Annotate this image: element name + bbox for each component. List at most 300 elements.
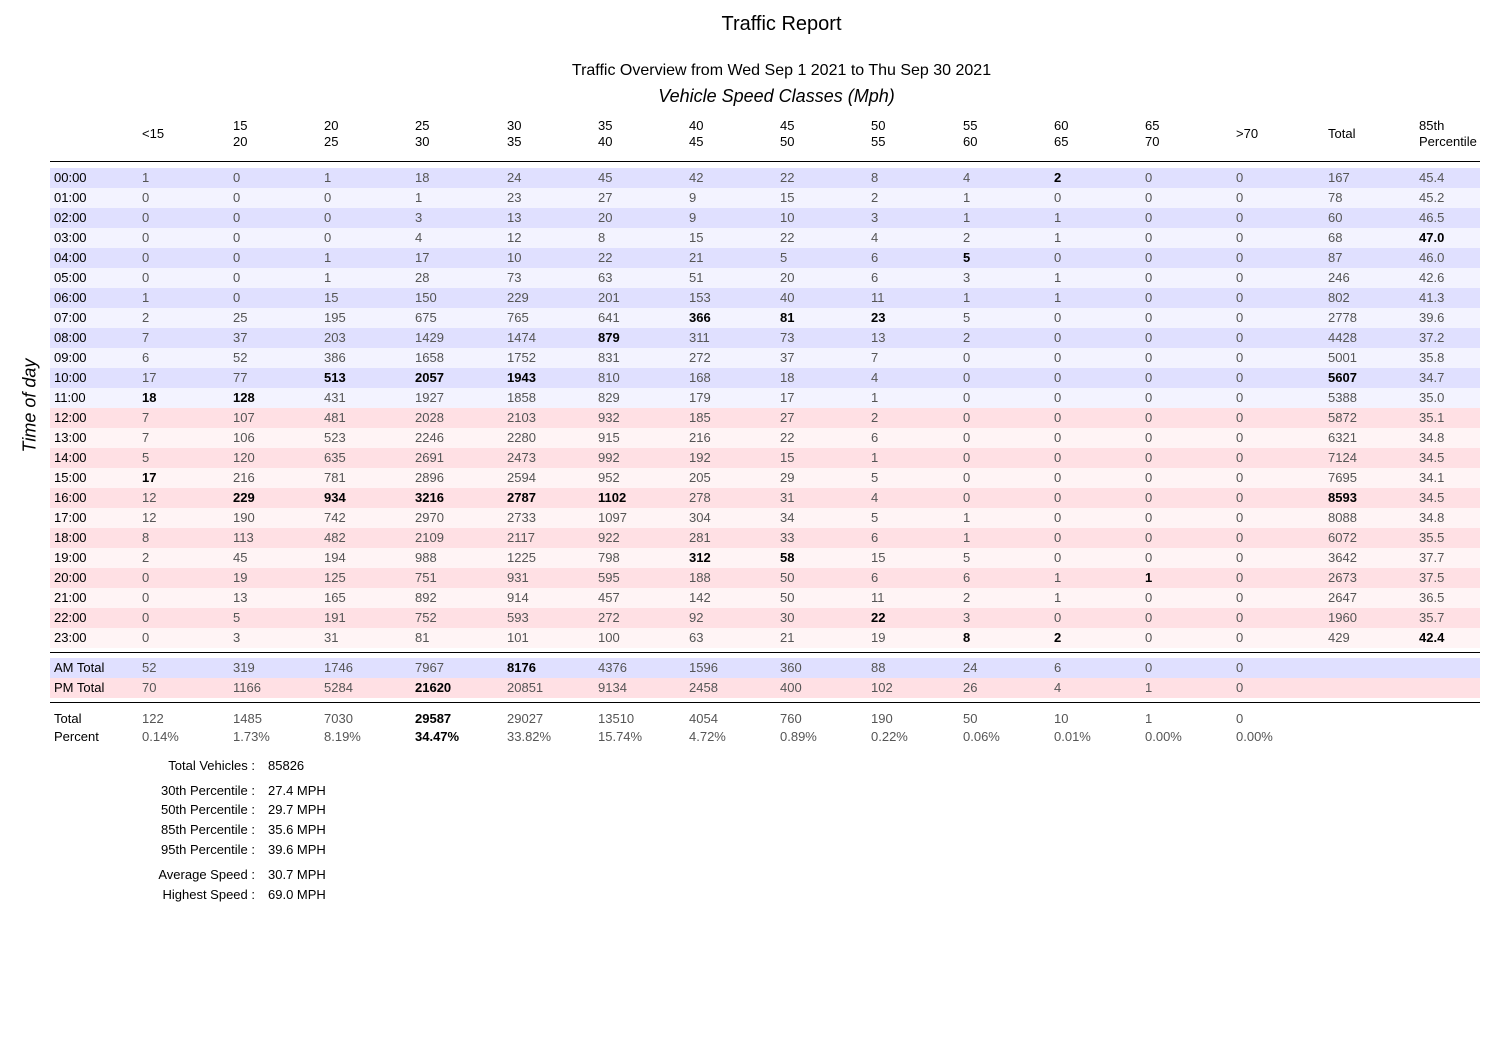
column-header-line1: 40 xyxy=(689,118,704,133)
table-cell: 6 xyxy=(1054,660,1062,675)
table-cell: 0 xyxy=(142,610,150,625)
table-cell: 12 xyxy=(142,490,157,505)
table-cell: 4 xyxy=(415,230,423,245)
table-cell: 0 xyxy=(324,210,332,225)
table-cell: 0 xyxy=(142,210,150,225)
column-header xyxy=(1145,118,1159,154)
table-cell: 190 xyxy=(871,711,893,726)
table-cell: 51 xyxy=(689,270,704,285)
summary-value: 85826 xyxy=(268,758,305,773)
summary-key-text: 85th Percentile : xyxy=(161,822,255,837)
table-cell: 0 xyxy=(1236,310,1244,325)
table-cell: 8 xyxy=(871,170,879,185)
table-cell: 13 xyxy=(871,330,886,345)
table-cell: 0 xyxy=(1145,350,1153,365)
table-cell: 0 xyxy=(1145,410,1153,425)
table-cell: 0.01% xyxy=(1054,729,1091,744)
table-cell: 0 xyxy=(324,190,332,205)
table-cell: 431 xyxy=(324,390,346,405)
table-cell: 0 xyxy=(1145,470,1153,485)
table-cell: 8088 xyxy=(1328,510,1357,525)
summary-value: 29.7 MPH xyxy=(268,802,326,817)
table-cell: 429 xyxy=(1328,630,1350,645)
table-cell: 0 xyxy=(1054,610,1062,625)
table-cell: 9 xyxy=(689,210,697,225)
table-cell: 37.7 xyxy=(1419,550,1445,565)
table-cell: 179 xyxy=(689,390,711,405)
column-header-line2: 70 xyxy=(1145,134,1160,149)
table-cell: 42.6 xyxy=(1419,270,1445,285)
table-cell: 272 xyxy=(598,610,620,625)
table-cell: 2 xyxy=(963,590,971,605)
column-header xyxy=(233,118,247,154)
table-cell: 35.7 xyxy=(1419,610,1445,625)
table-cell: 0 xyxy=(1236,370,1244,385)
table-cell: 0 xyxy=(1145,170,1153,185)
table-cell: 34.47% xyxy=(415,729,460,744)
table-cell: 87 xyxy=(1328,250,1343,265)
table-cell: 831 xyxy=(598,350,620,365)
table-cell: 0 xyxy=(1236,610,1244,625)
row-label: 17:00 xyxy=(54,510,87,525)
table-cell: 35.8 xyxy=(1419,350,1445,365)
row-label: 13:00 xyxy=(54,430,87,445)
table-cell: 0 xyxy=(1236,230,1244,245)
table-cell: 2 xyxy=(142,310,150,325)
table-cell: 0 xyxy=(1145,530,1153,545)
table-cell: 0 xyxy=(1236,270,1244,285)
table-row xyxy=(50,208,1480,228)
table-cell: 931 xyxy=(507,570,529,585)
table-cell: 0 xyxy=(1145,630,1153,645)
table-cell: 0 xyxy=(1145,250,1153,265)
table-cell: 58 xyxy=(780,550,795,565)
table-cell: 1485 xyxy=(233,711,262,726)
table-cell: 0 xyxy=(1054,250,1062,265)
table-cell: 0 xyxy=(963,350,971,365)
table-cell: 9134 xyxy=(598,680,627,695)
table-cell: 81 xyxy=(780,310,795,325)
table-cell: 18 xyxy=(780,370,795,385)
table-row xyxy=(50,388,1480,408)
column-header-line2: 20 xyxy=(233,134,248,149)
table-cell: 185 xyxy=(689,410,711,425)
table-cell: 0 xyxy=(1145,210,1153,225)
table-cell: 0.06% xyxy=(963,729,1000,744)
table-cell: 0 xyxy=(1236,390,1244,405)
row-label: 23:00 xyxy=(54,630,87,645)
table-cell: 2 xyxy=(871,410,879,425)
summary-value: 35.6 MPH xyxy=(268,822,326,837)
table-cell: 482 xyxy=(324,530,346,545)
table-cell: 15 xyxy=(689,230,704,245)
table-cell: 5 xyxy=(963,310,971,325)
summary-key-text: 50th Percentile : xyxy=(161,802,255,817)
table-cell: 17 xyxy=(142,370,157,385)
table-cell: 0 xyxy=(1054,490,1062,505)
table-cell: 15 xyxy=(780,450,795,465)
table-row xyxy=(50,248,1480,268)
table-cell: 191 xyxy=(324,610,346,625)
table-cell: 60 xyxy=(1328,210,1343,225)
table-cell: 751 xyxy=(415,570,437,585)
table-cell: 7 xyxy=(871,350,879,365)
table-cell: 10 xyxy=(507,250,522,265)
summary-key xyxy=(100,756,255,776)
table-cell: 1225 xyxy=(507,550,536,565)
report-title: Traffic Report xyxy=(721,13,842,35)
table-cell: 31 xyxy=(780,490,795,505)
table-cell: 1596 xyxy=(689,660,718,675)
table-cell: 0 xyxy=(1054,550,1062,565)
table-cell: 1474 xyxy=(507,330,536,345)
table-cell: 366 xyxy=(689,310,711,325)
table-cell: 13 xyxy=(233,590,248,605)
table-cell: 0 xyxy=(1145,290,1153,305)
table-cell: 0 xyxy=(1054,470,1062,485)
table-cell: 35.1 xyxy=(1419,410,1445,425)
table-row xyxy=(50,468,1480,488)
table-cell: 892 xyxy=(415,590,437,605)
table-cell: 0 xyxy=(1236,510,1244,525)
table-cell: 4 xyxy=(871,490,879,505)
summary-key-text: Average Speed : xyxy=(158,867,255,882)
table-cell: 46.0 xyxy=(1419,250,1445,265)
table-cell: 0 xyxy=(963,370,971,385)
table-cell: 0 xyxy=(1236,330,1244,345)
table-cell: 6 xyxy=(142,350,150,365)
table-cell: 1 xyxy=(963,530,971,545)
table-cell: 23 xyxy=(507,190,522,205)
table-cell: 25 xyxy=(233,310,248,325)
table-cell: 9 xyxy=(689,190,697,205)
table-cell: 0 xyxy=(1236,250,1244,265)
table-cell: 0.22% xyxy=(871,729,908,744)
table-cell: 0 xyxy=(1236,210,1244,225)
table-cell: 42 xyxy=(689,170,704,185)
table-cell: 45.4 xyxy=(1419,170,1445,185)
table-cell: 11 xyxy=(871,290,885,305)
table-row xyxy=(50,628,1480,648)
table-cell: 81 xyxy=(415,630,430,645)
table-cell: 272 xyxy=(689,350,711,365)
column-header xyxy=(507,118,521,154)
table-cell: 0 xyxy=(963,430,971,445)
table-cell: 5388 xyxy=(1328,390,1357,405)
table-cell: 22 xyxy=(871,610,886,625)
table-cell: 934 xyxy=(324,490,346,505)
summary-key-text: Total Vehicles : xyxy=(168,758,255,773)
table-cell: 1 xyxy=(963,290,971,305)
table-cell: 915 xyxy=(598,430,620,445)
row-label: 15:00 xyxy=(54,470,87,485)
table-cell: 45 xyxy=(233,550,248,565)
table-cell: 2594 xyxy=(507,470,536,485)
table-cell: 37.2 xyxy=(1419,330,1445,345)
table-cell: 0.00% xyxy=(1145,729,1182,744)
table-cell: 0 xyxy=(1145,510,1153,525)
table-cell: 0 xyxy=(142,590,150,605)
table-cell: 0 xyxy=(142,190,150,205)
table-cell: 27 xyxy=(780,410,795,425)
table-cell: 0 xyxy=(1054,510,1062,525)
row-label: 19:00 xyxy=(54,550,87,565)
table-cell: 122 xyxy=(142,711,164,726)
table-cell: 2691 xyxy=(415,450,444,465)
table-cell: 2778 xyxy=(1328,310,1357,325)
table-cell: 5872 xyxy=(1328,410,1357,425)
table-cell: 31 xyxy=(324,630,339,645)
row-label: 21:00 xyxy=(54,590,87,605)
table-cell: 400 xyxy=(780,680,802,695)
column-header-line1: 55 xyxy=(963,118,978,133)
table-cell: 0 xyxy=(1145,370,1153,385)
table-cell: 7 xyxy=(142,330,150,345)
column-header-line1: 25 xyxy=(415,118,430,133)
table-cell: 34 xyxy=(780,510,795,525)
table-cell: 2 xyxy=(1054,170,1062,185)
table-cell: 2787 xyxy=(507,490,536,505)
table-cell: 188 xyxy=(689,570,711,585)
table-cell: 22 xyxy=(598,250,613,265)
table-cell: 21620 xyxy=(415,680,452,695)
table-cell: 68 xyxy=(1328,230,1343,245)
table-cell: 37 xyxy=(780,350,795,365)
table-cell: 3 xyxy=(963,270,971,285)
table-cell: 18 xyxy=(415,170,430,185)
row-label: 16:00 xyxy=(54,490,87,505)
table-row xyxy=(50,368,1480,388)
table-cell: 319 xyxy=(233,660,255,675)
column-header xyxy=(780,118,794,154)
table-cell: 73 xyxy=(507,270,522,285)
table-cell: 1752 xyxy=(507,350,536,365)
table-cell: 5 xyxy=(963,550,971,565)
table-cell: 11 xyxy=(871,590,885,605)
table-cell: 760 xyxy=(780,711,802,726)
table-cell: 7 xyxy=(142,430,150,445)
table-row xyxy=(50,588,1480,608)
column-header-line1: >70 xyxy=(1236,126,1259,141)
table-cell: 13510 xyxy=(598,711,635,726)
table-cell: 0 xyxy=(1145,450,1153,465)
table-cell: 0 xyxy=(1145,610,1153,625)
table-cell: 5284 xyxy=(324,680,353,695)
table-cell: 50 xyxy=(780,570,795,585)
table-cell: 34.8 xyxy=(1419,430,1445,445)
table-cell: 42.4 xyxy=(1419,630,1445,645)
table-cell: 278 xyxy=(689,490,711,505)
table-cell: 2 xyxy=(871,190,879,205)
table-cell: 1 xyxy=(1054,210,1062,225)
table-cell: 0 xyxy=(963,410,971,425)
table-cell: 0 xyxy=(963,390,971,405)
table-cell: 194 xyxy=(324,550,346,565)
table-cell: 7124 xyxy=(1328,450,1357,465)
table-cell: 0 xyxy=(142,630,150,645)
table-row xyxy=(50,308,1480,328)
table-cell: 120 xyxy=(233,450,255,465)
table-cell: 1 xyxy=(415,190,423,205)
table-cell: 0 xyxy=(1054,370,1062,385)
column-header-line2: 25 xyxy=(324,134,339,149)
table-cell: 229 xyxy=(233,490,255,505)
table-cell: 304 xyxy=(689,510,711,525)
table-cell: 2109 xyxy=(415,530,444,545)
table-cell: 2647 xyxy=(1328,590,1357,605)
table-cell: 5 xyxy=(142,450,150,465)
table-cell: 1097 xyxy=(598,510,627,525)
table-cell: 1927 xyxy=(415,390,444,405)
summary-key xyxy=(100,820,255,840)
table-cell: 1960 xyxy=(1328,610,1357,625)
table-cell: 18 xyxy=(142,390,157,405)
table-cell: 2473 xyxy=(507,450,536,465)
table-cell: 2057 xyxy=(415,370,444,385)
totals-divider xyxy=(50,702,1480,703)
summary-key xyxy=(100,865,255,885)
table-cell: 5001 xyxy=(1328,350,1357,365)
percent-row xyxy=(50,727,1480,747)
table-cell: 3 xyxy=(233,630,241,645)
column-header-line1: 20 xyxy=(324,118,339,133)
column-header-line1: 85th xyxy=(1419,118,1445,133)
table-cell: 675 xyxy=(415,310,437,325)
table-row xyxy=(50,168,1480,188)
column-header xyxy=(1419,118,1477,154)
table-row xyxy=(50,228,1480,248)
table-cell: 0 xyxy=(1236,470,1244,485)
table-cell: 20 xyxy=(598,210,613,225)
table-cell: 2028 xyxy=(415,410,444,425)
table-cell: 63 xyxy=(598,270,613,285)
column-header-line1: 35 xyxy=(598,118,613,133)
table-cell: 1 xyxy=(963,190,971,205)
table-cell: 1 xyxy=(324,170,332,185)
table-cell: 0 xyxy=(1236,170,1244,185)
table-cell: 35.5 xyxy=(1419,530,1445,545)
table-cell: 29587 xyxy=(415,711,452,726)
table-cell: 229 xyxy=(507,290,529,305)
table-cell: 5 xyxy=(233,610,241,625)
table-cell: 0 xyxy=(1145,430,1153,445)
table-cell: 150 xyxy=(415,290,437,305)
table-cell: 0 xyxy=(324,230,332,245)
table-cell: 6 xyxy=(871,570,879,585)
row-label: 02:00 xyxy=(54,210,87,225)
table-cell: 2 xyxy=(963,330,971,345)
table-cell: 1 xyxy=(324,270,332,285)
table-cell: 992 xyxy=(598,450,620,465)
table-cell: 0 xyxy=(1054,530,1062,545)
table-cell: 35.0 xyxy=(1419,390,1445,405)
table-cell: 77 xyxy=(233,370,248,385)
table-row xyxy=(50,488,1480,508)
column-header xyxy=(415,118,429,154)
table-cell: 40 xyxy=(780,290,795,305)
row-label: Percent xyxy=(54,729,99,744)
header-divider xyxy=(50,161,1480,162)
table-cell: 3 xyxy=(415,210,423,225)
summary-key-text: 30th Percentile : xyxy=(161,783,255,798)
row-label: 09:00 xyxy=(54,350,87,365)
table-cell: 0 xyxy=(1145,490,1153,505)
column-header-line2: Percentile xyxy=(1419,134,1477,149)
table-cell: 593 xyxy=(507,610,529,625)
table-cell: 5607 xyxy=(1328,370,1357,385)
table-cell: 52 xyxy=(233,350,248,365)
table-cell: 34.7 xyxy=(1419,370,1445,385)
table-cell: 8 xyxy=(142,530,150,545)
table-cell: 6 xyxy=(871,430,879,445)
column-header xyxy=(871,118,885,154)
row-label: 05:00 xyxy=(54,270,87,285)
table-cell: 3 xyxy=(963,610,971,625)
table-cell: 4 xyxy=(871,230,879,245)
table-cell: 6321 xyxy=(1328,430,1357,445)
table-cell: 22 xyxy=(780,230,795,245)
table-cell: 33 xyxy=(780,530,795,545)
table-cell: 50 xyxy=(780,590,795,605)
table-cell: 101 xyxy=(507,630,529,645)
row-label: PM Total xyxy=(54,680,105,695)
table-cell: 8 xyxy=(598,230,606,245)
table-cell: 1943 xyxy=(507,370,536,385)
table-cell: 0 xyxy=(233,230,241,245)
table-cell: 0 xyxy=(142,250,150,265)
table-cell: 5 xyxy=(871,470,879,485)
column-header-line2: 60 xyxy=(963,134,978,149)
column-header-line1: 45 xyxy=(780,118,795,133)
y-axis-label: Time of day xyxy=(19,358,40,453)
table-cell: 6 xyxy=(871,530,879,545)
column-header-line2: 40 xyxy=(598,134,613,149)
table-cell: 781 xyxy=(324,470,346,485)
table-cell: 1429 xyxy=(415,330,444,345)
column-header xyxy=(324,118,338,154)
table-cell: 0.89% xyxy=(780,729,817,744)
table-cell: 15.74% xyxy=(598,729,643,744)
table-cell: 0 xyxy=(1054,350,1062,365)
table-cell: 1 xyxy=(963,210,971,225)
table-cell: 15 xyxy=(780,190,795,205)
table-cell: 2733 xyxy=(507,510,536,525)
column-header-line2: 50 xyxy=(780,134,795,149)
table-cell: 17 xyxy=(142,470,157,485)
table-row xyxy=(50,608,1480,628)
table-cell: 26 xyxy=(963,680,978,695)
am-total-row xyxy=(50,658,1480,678)
table-cell: 92 xyxy=(689,610,704,625)
table-cell: 481 xyxy=(324,410,346,425)
table-cell: 2896 xyxy=(415,470,444,485)
table-cell: 0 xyxy=(1145,270,1153,285)
table-cell: 4376 xyxy=(598,660,627,675)
column-header xyxy=(963,118,977,154)
column-header xyxy=(1054,118,1068,154)
table-cell: 6072 xyxy=(1328,530,1357,545)
table-cell: 595 xyxy=(598,570,620,585)
table-row xyxy=(50,268,1480,288)
table-cell: 0 xyxy=(1054,310,1062,325)
table-cell: 46.5 xyxy=(1419,210,1445,225)
table-row xyxy=(50,508,1480,528)
table-cell: 1 xyxy=(142,290,150,305)
table-cell: 7695 xyxy=(1328,470,1357,485)
table-cell: 0 xyxy=(233,190,241,205)
table-cell: 10 xyxy=(780,210,795,225)
table-cell: 0 xyxy=(1236,630,1244,645)
